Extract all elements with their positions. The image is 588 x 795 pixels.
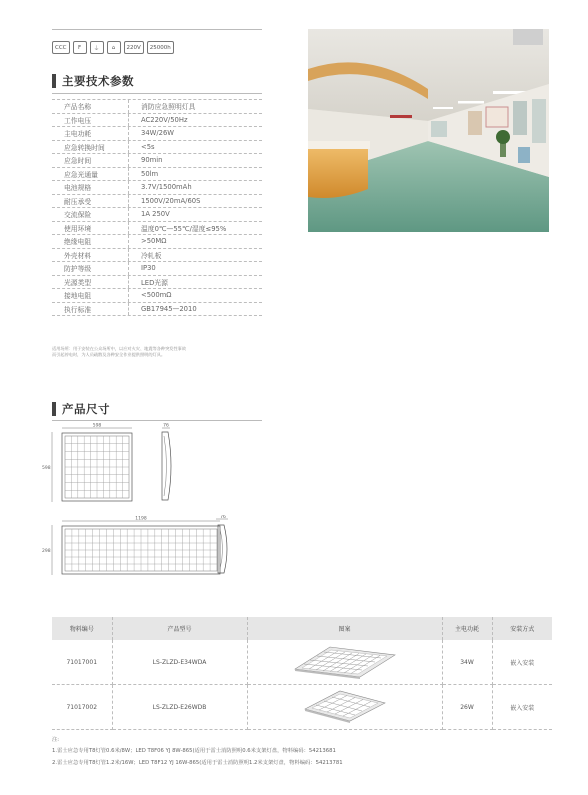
spec-row — [52, 249, 262, 263]
spec-value: <500mΩ — [141, 291, 172, 300]
corridor-illustration — [308, 29, 549, 232]
spec-key: 应急转换时间 — [52, 141, 129, 154]
spec-row — [52, 303, 262, 317]
fixture-600-drawing — [40, 422, 190, 506]
spec-value: GB17945—2010 — [141, 304, 197, 313]
spec-row — [52, 195, 262, 209]
specs-table — [52, 99, 262, 316]
spec-value: AC220V/50Hz — [141, 115, 188, 124]
spec-row — [52, 168, 262, 182]
spec-row — [52, 222, 262, 236]
spec-value: 50lm — [141, 169, 159, 178]
spec-row — [52, 114, 262, 128]
spec-key: 光源类型 — [52, 276, 129, 289]
size-title: 产品尺寸 — [62, 402, 110, 416]
column-header: 安装方式 — [492, 617, 552, 640]
lifetime-badge: 25000h — [147, 41, 174, 54]
size-section-heading — [52, 401, 110, 417]
product-table — [52, 617, 552, 730]
product-model: LS-ZLZD-E26WDB — [112, 685, 247, 730]
spec-row — [52, 181, 262, 195]
indoor-use-icon: ⌂ — [107, 41, 121, 54]
depth-label: 76 — [163, 423, 169, 429]
install-method: 嵌入安装 — [492, 685, 552, 730]
note-line: 适用场所：用于安装在公众场所中，以应对火灾、地震等各种突发性事故 — [52, 346, 187, 351]
spec-value: >50MΩ — [141, 237, 167, 246]
fixture-side-view — [216, 519, 228, 573]
spec-key: 绝缘电阻 — [52, 235, 129, 248]
table-row — [52, 685, 552, 730]
footnote-line: 1.雷士应急专用T8灯管0.6米/8W；LED T8F06 YJ 8W-865(适用于雷士消防照明0.6米支架灯盘，物料编码：54213681 — [52, 748, 336, 754]
footnote-label: 注: — [52, 737, 60, 743]
fixture-26w-image — [300, 687, 390, 725]
fixture-34w-image — [290, 643, 400, 679]
voltage-badge: 220V — [124, 41, 144, 54]
spec-key: 防护等级 — [52, 262, 129, 275]
product-image-cell — [247, 685, 442, 730]
top-divider — [52, 29, 262, 30]
louver-grid — [65, 436, 129, 498]
spec-row — [52, 276, 262, 290]
spec-value: 90min — [141, 156, 163, 165]
width-label: 598 — [92, 423, 102, 429]
spec-value: 冷轧板 — [141, 251, 162, 260]
depth-label: 76 — [220, 515, 226, 520]
spec-value: <5s — [141, 142, 155, 151]
spec-value: 1500V/20mA/60S — [141, 196, 201, 205]
spec-row — [52, 154, 262, 168]
spec-value: IP30 — [141, 264, 156, 273]
fixture-side-view — [162, 428, 171, 500]
spec-value: 消防应急照明灯具 — [141, 103, 196, 112]
spec-value: 温度0℃—55℃/湿度≤95% — [141, 224, 227, 233]
louver-grid — [65, 529, 217, 571]
specs-section-heading — [52, 73, 134, 89]
spec-key: 电池规格 — [52, 181, 129, 194]
spec-key: 工作电压 — [52, 114, 129, 127]
heading-bar — [52, 74, 56, 88]
ground-symbol-icon: ⏚ — [90, 41, 104, 54]
width-label: 1198 — [135, 516, 147, 522]
specs-title: 主要技术参数 — [62, 74, 134, 88]
spec-row — [52, 99, 262, 114]
spec-key: 接地电阻 — [52, 289, 129, 302]
material-code: 71017001 — [52, 640, 112, 685]
certification-badges — [52, 41, 174, 54]
specs-title-rule — [52, 93, 262, 94]
spec-key: 应急时间 — [52, 154, 129, 167]
fixture-1200-drawing — [40, 515, 240, 579]
column-header: 图案 — [247, 617, 442, 640]
product-model: LS-ZLZD-E34WDA — [112, 640, 247, 685]
note-line: 而引起停电时，为人员疏散及各种安全作业提供照明的灯具。 — [52, 351, 166, 357]
spec-key: 耐压承受 — [52, 195, 129, 208]
column-header: 主电功耗 — [442, 617, 492, 640]
spec-row — [52, 289, 262, 303]
spec-key: 外壳材料 — [52, 249, 129, 262]
height-label: 298 — [42, 549, 51, 554]
column-header: 产品型号 — [112, 617, 247, 640]
table-row — [52, 640, 552, 685]
product-image-cell — [247, 640, 442, 685]
CCC-mark-icon: CCC — [52, 41, 70, 54]
spec-value: 34W/26W — [141, 129, 175, 138]
power-value: 34W — [442, 640, 492, 685]
application-scene-photo — [308, 29, 549, 232]
spec-key: 执行标准 — [52, 303, 129, 316]
application-note — [52, 346, 262, 357]
spec-value: 3.7V/1500mAh — [141, 183, 192, 192]
column-header: 物料编号 — [52, 617, 112, 640]
height-label: 598 — [42, 466, 51, 471]
power-value: 26W — [442, 685, 492, 730]
spec-row — [52, 235, 262, 249]
spec-key: 应急光通量 — [52, 168, 129, 181]
table-header-row — [52, 617, 552, 640]
size-title-rule — [52, 420, 262, 421]
spec-key: 主电功耗 — [52, 127, 129, 140]
spec-value: LED光源 — [141, 278, 168, 287]
fused-lamp-icon: F — [73, 41, 87, 54]
spec-key: 使用环境 — [52, 222, 129, 235]
spec-row — [52, 262, 262, 276]
footnote-line: 2.雷士应急专用T8灯管1.2米/16W；LED T8F12 YJ 16W-865(适用于雷士消防照明1.2米支架灯盘，物料编码：54213781 — [52, 760, 343, 766]
install-method: 嵌入安装 — [492, 640, 552, 685]
spec-row — [52, 127, 262, 141]
spec-value: 1A 250V — [141, 210, 170, 219]
spec-key: 交流保险 — [52, 208, 129, 221]
material-code: 71017002 — [52, 685, 112, 730]
heading-bar — [52, 402, 56, 416]
spec-row — [52, 208, 262, 222]
spec-row — [52, 141, 262, 155]
spec-key: 产品名称 — [52, 100, 129, 113]
